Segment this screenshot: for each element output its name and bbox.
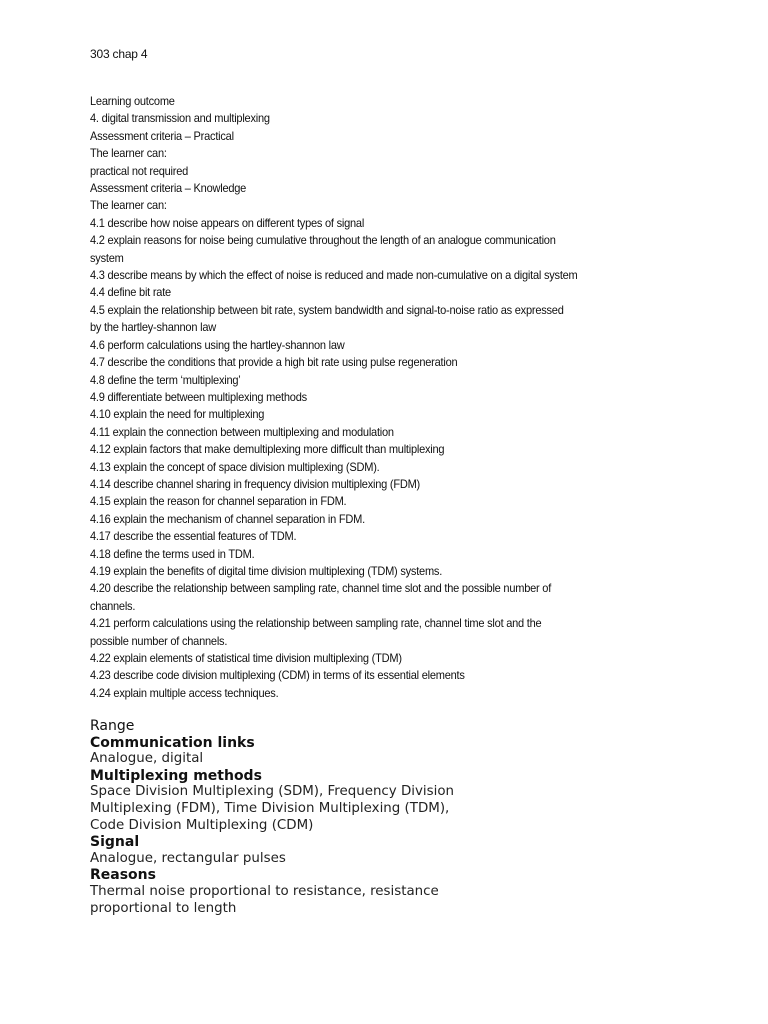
range-title: Range <box>90 718 135 734</box>
criteria-line: 4.4 define bit rate <box>90 285 171 300</box>
criteria-line: Assessment criteria – Knowledge <box>90 181 247 196</box>
range-heading-reasons: Reasons <box>90 867 156 884</box>
range-heading-communication-links: Communication links <box>90 734 255 751</box>
criteria-line: practical not required <box>90 163 189 178</box>
criteria-line: 4.3 describe means by which the effect of noise is reduced and made non-cumulative on a digital system <box>90 268 578 283</box>
criteria-line: 4.2 explain reasons for noise being cumulative throughout the length of an analogue communication <box>90 233 556 248</box>
criteria-line: 4.8 define the term ‘multiplexing’ <box>90 372 241 387</box>
criteria-line: 4.15 explain the reason for channel separation in FDM. <box>90 494 347 509</box>
range-text: Multiplexing (FDM), Time Division Multiplexing (TDM), <box>90 800 450 816</box>
criteria-line: 4.20 describe the relationship between sampling rate, channel time slot and the possible number of <box>90 581 552 596</box>
criteria-line: The learner can: <box>90 198 167 213</box>
criteria-line: 4.16 explain the mechanism of channel separation in FDM. <box>90 511 365 526</box>
criteria-line: Assessment criteria – Practical <box>90 128 234 143</box>
range-text: Analogue, rectangular pulses <box>90 850 286 866</box>
criteria-line: channels. <box>90 598 136 613</box>
criteria-line: 4.1 describe how noise appears on different types of signal <box>90 215 365 230</box>
criteria-line: 4.12 explain factors that make demultiplexing more difficult than multiplexing <box>90 442 445 457</box>
criteria-line: 4.23 describe code division multiplexing (CDM) in terms of its essential elements <box>90 668 465 683</box>
criteria-line: 4.19 explain the benefits of digital time division multiplexing (TDM) systems. <box>90 563 443 578</box>
criteria-line: 4.21 perform calculations using the relationship between sampling rate, channel time slot and the <box>90 616 542 631</box>
criteria-line: Learning outcome <box>90 94 175 108</box>
learning-outcome-block <box>90 93 660 702</box>
criteria-line: possible number of channels. <box>90 633 228 648</box>
range-text: Space Division Multiplexing (SDM), Frequency Division <box>90 784 455 800</box>
range-text: Analogue, digital <box>90 751 204 767</box>
criteria-line: 4.11 explain the connection between multiplexing and modulation <box>90 424 394 439</box>
criteria-line: 4. digital transmission and multiplexing <box>90 111 270 126</box>
criteria-line: 4.13 explain the concept of space division multiplexing (SDM). <box>90 459 380 474</box>
criteria-line: system <box>90 250 124 265</box>
range-section <box>90 718 510 917</box>
range-text: proportional to length <box>90 900 237 916</box>
criteria-line: 4.17 describe the essential features of TDM. <box>90 529 297 544</box>
document-title: 303 chap 4 <box>90 47 148 61</box>
criteria-line: 4.7 describe the conditions that provide a high bit rate using pulse regeneration <box>90 355 458 370</box>
criteria-line: 4.22 explain elements of statistical time division multiplexing (TDM) <box>90 651 402 665</box>
range-text: Code Division Multiplexing (CDM) <box>90 817 314 833</box>
range-heading-signal: Signal <box>90 834 140 851</box>
range-text: Thermal noise proportional to resistance, resistance <box>90 883 439 899</box>
criteria-line: 4.5 explain the relationship between bit rate, system bandwidth and signal-to-noise ratio as expressed <box>90 302 564 317</box>
criteria-line: 4.6 perform calculations using the hartley-shannon law <box>90 337 345 352</box>
criteria-line: 4.9 differentiate between multiplexing methods <box>90 389 307 404</box>
criteria-line: by the hartley-shannon law <box>90 320 216 335</box>
criteria-line: 4.10 explain the need for multiplexing <box>90 407 265 422</box>
criteria-line: 4.14 describe channel sharing in frequency division multiplexing (FDM) <box>90 476 420 491</box>
criteria-line: 4.18 define the terms used in TDM. <box>90 546 255 561</box>
criteria-line: 4.24 explain multiple access techniques. <box>90 685 279 700</box>
criteria-line: The learner can: <box>90 146 167 161</box>
range-heading-multiplexing-methods: Multiplexing methods <box>90 767 262 784</box>
